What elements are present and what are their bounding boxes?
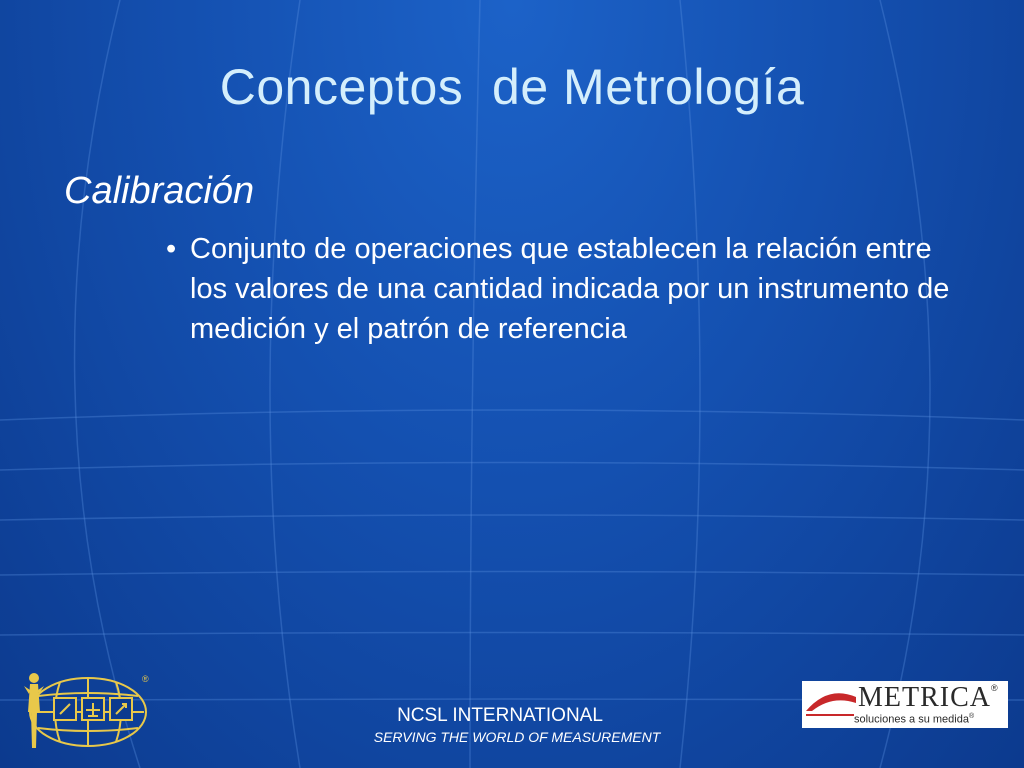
slide-title: Conceptos de Metrología [219,59,805,115]
metrica-tagline-reg: ® [968,713,975,720]
metrica-tagline [854,713,974,726]
ncsl-reg-mark: ® [142,674,149,684]
bullet-item [166,229,966,349]
footer-org-tagline: SERVING THE WORLD OF MEASUREMENT [373,729,661,745]
metrica-tagline-text: soluciones a su medida [854,713,969,726]
footer-org-name: NCSL INTERNATIONAL [397,705,603,726]
metrica-logo [802,681,1008,728]
metrica-reg-mark: ® [991,683,998,693]
bullet-marker: • [166,233,177,265]
section-heading: Calibración [64,170,255,212]
metrica-arc-icon [802,681,858,728]
metrica-name: METRICA [858,682,991,713]
bullet-text: Conjunto de operaciones que establecen la relación entre los valores de una cantidad indicada por un instrumento de medición y el patrón de referencia [190,233,950,345]
